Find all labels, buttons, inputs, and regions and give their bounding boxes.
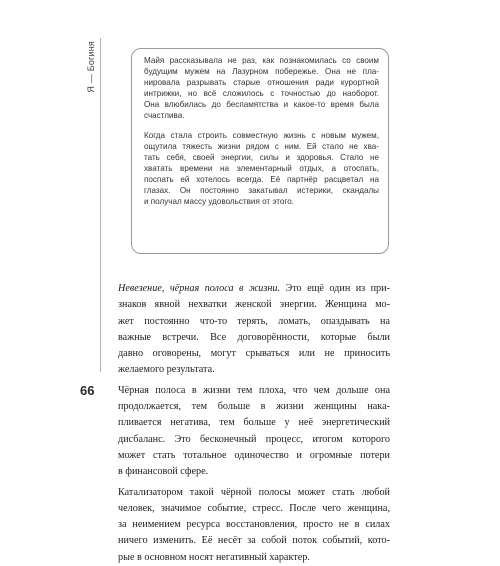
quote-line: Майя рассказывала не раз, как познакомилась со своим: [144, 56, 379, 65]
body-paragraph-2: [118, 383, 390, 481]
body-line: жет постоянно что-то терять, ломать, опаздывать на: [118, 315, 390, 327]
body-line: желаемого результата.: [118, 364, 215, 376]
quote-line: интрижки, но всё сложилось с точностью до наоборот.: [144, 89, 379, 99]
body-line: [118, 281, 390, 297]
page-number: 66: [80, 383, 95, 398]
body-line: продолжается, тем больше в жизни женщины нака-: [118, 401, 390, 413]
quote-line: поспать ей хотелось всегда. Её партнёр расцветал на: [144, 174, 379, 184]
quote-line: нировала разрывать старые отношения ради курортной: [144, 78, 379, 88]
body-line: рые в основном носят негативный характер.: [118, 551, 310, 563]
body-line: Чёрная полоса в жизни тем плоха, что чем дольше она: [118, 384, 390, 396]
quote-line: глазах. Он постоянно закатывал истерики, скандалы: [144, 186, 379, 196]
body-line: человек, значимое событие, стресс. После чего женщина,: [118, 502, 390, 514]
running-head-text: Я — Богиня: [86, 41, 96, 93]
body-line: знаков явной нехватки женской энергии. Женщина мо-: [118, 299, 390, 311]
quote-line: хватать времени на элементарный отдых, а отоспать,: [144, 163, 379, 173]
quote-box: [131, 48, 389, 254]
body-line: Катализатором такой чёрной полосы может стать любой: [118, 486, 390, 498]
quote-line: ощутила тяжесть жизни рядом с ним. Ей стало не хва-: [144, 141, 379, 151]
quote-paragraph-1: [144, 55, 379, 122]
body-line: давно оговорены, могут срываться или не приносить: [118, 348, 390, 360]
body-line: может стать тотальное одиночество и огромные потери: [118, 449, 390, 461]
quote-line: Она влюбилась до беспамятства и какое-то время была: [144, 100, 379, 110]
body-text: [118, 281, 390, 566]
body-paragraph-1: [118, 281, 390, 379]
quote-line: тать себя, своей энергии, силы и здоровья. Стало не: [144, 152, 379, 162]
body-line: дисбаланс. Это бесконечный процесс, итогом которого: [118, 433, 390, 445]
quote-line: Когда стала строить совместную жизнь с новым мужем,: [144, 130, 379, 140]
body-line: за неимением ресурса восстановления, просто не в силах: [118, 519, 390, 531]
quote-line: и получал массу удовольствия от этого.: [144, 197, 294, 207]
quote-paragraph-2: [144, 130, 379, 208]
italic-lead: Невезение, чёрная полоса в жизни.: [118, 283, 281, 294]
body-line: ничего изменить. Её несёт за собой поток событий, кото-: [118, 535, 390, 547]
body-paragraph-3: [118, 485, 390, 566]
running-head: [81, 41, 101, 121]
body-line: пливается негатива, тем больше у неё энергетический: [118, 417, 390, 429]
quote-line: счастлива.: [144, 111, 185, 121]
body-line-text: Это ещё один из при-: [280, 283, 390, 294]
body-line: в финансовой сфере.: [118, 466, 209, 478]
quote-line: будущим мужем на Лазурном побережье. Она не пла-: [144, 67, 379, 77]
body-line: важные встречи. Все договорённости, которые были: [118, 331, 390, 343]
